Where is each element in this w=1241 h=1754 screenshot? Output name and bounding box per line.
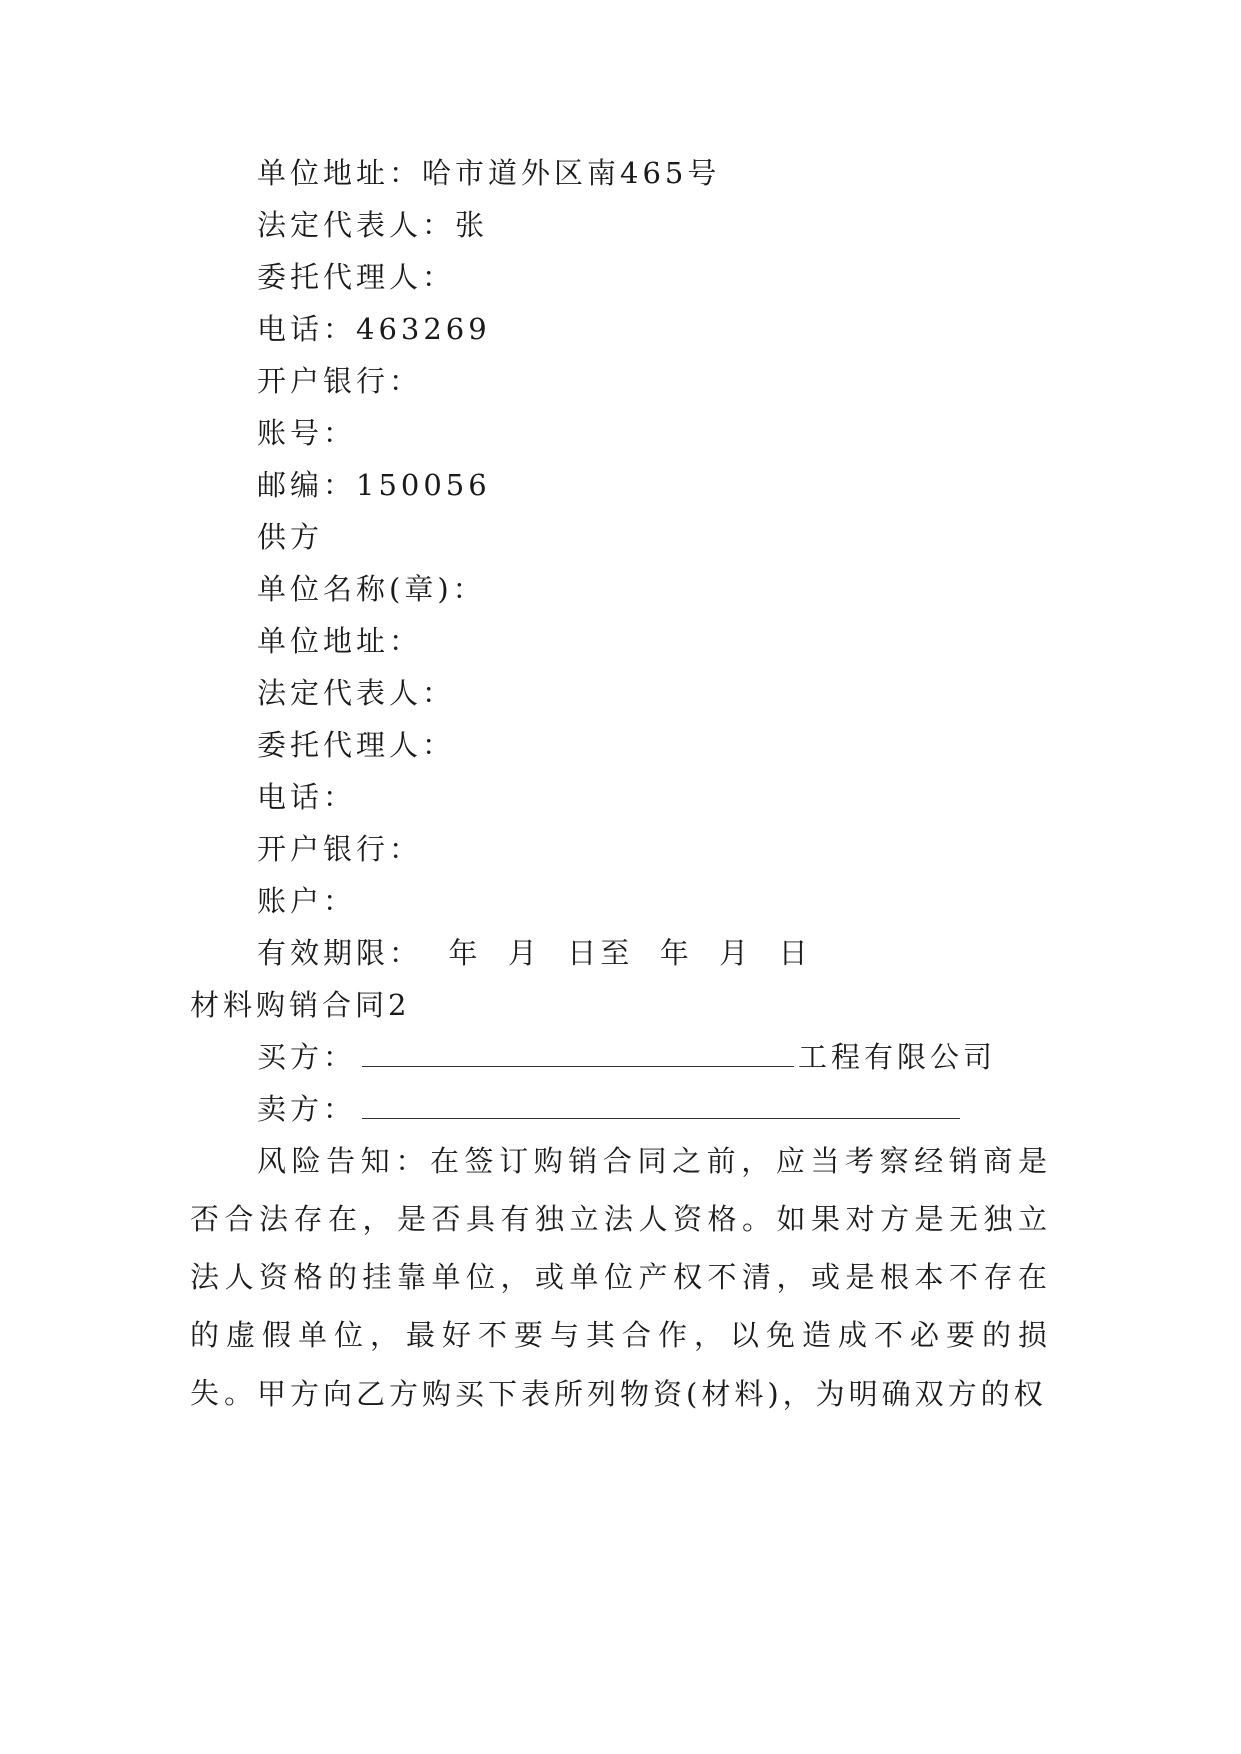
supplier-bank: 开户银行：: [257, 832, 423, 866]
buyer-line: [257, 1037, 996, 1077]
contract-title: 材料购销合同2: [190, 988, 411, 1022]
supplier-agent: 委托代理人：: [257, 728, 456, 762]
validity-period: 有效期限： 年 月 日至 年 月 日: [257, 936, 812, 970]
buyer-agent: 委托代理人：: [257, 260, 456, 294]
supplier-legal-rep: 法定代表人：: [257, 676, 456, 710]
seller-blank-field: [362, 1090, 960, 1119]
supplier-heading: 供方: [257, 520, 324, 554]
supplier-name: 单位名称(章)：: [257, 572, 486, 606]
buyer-phone: 电话：463269: [257, 312, 491, 346]
supplier-account: 账户：: [257, 884, 357, 918]
supplier-address: 单位地址：: [257, 624, 423, 658]
seller-line: [257, 1089, 964, 1129]
buyer-account: 账号：: [257, 416, 357, 450]
buyer-label: 买方：: [257, 1040, 357, 1074]
seller-label: 卖方：: [257, 1092, 357, 1126]
buyer-legal-rep: 法定代表人：张: [257, 208, 489, 242]
supplier-phone: 电话：: [257, 780, 357, 814]
buyer-postcode: 邮编：150056: [257, 468, 491, 502]
buyer-address: 单位地址：哈市道外区南465号: [257, 156, 721, 190]
intro-paragraph: 甲方向乙方购买下表所列物资(材料)，为明确双方的权: [257, 1377, 1047, 1411]
buyer-bank: 开户银行：: [257, 364, 423, 398]
buyer-company-suffix: 工程有限公司: [798, 1040, 997, 1074]
risk-notice-paragraph: 风险告知：在签订购销合同之前，应当考察经销商是否合法存在，是否具有独立法人资格。如果对方是无独立法人资格的挂靠单位，或单位产权不清，或是根本不存在的虚假单位，最好不要与其合作，以免造成不必要的损失。: [190, 1144, 1052, 1410]
buyer-blank-field: [362, 1038, 794, 1067]
